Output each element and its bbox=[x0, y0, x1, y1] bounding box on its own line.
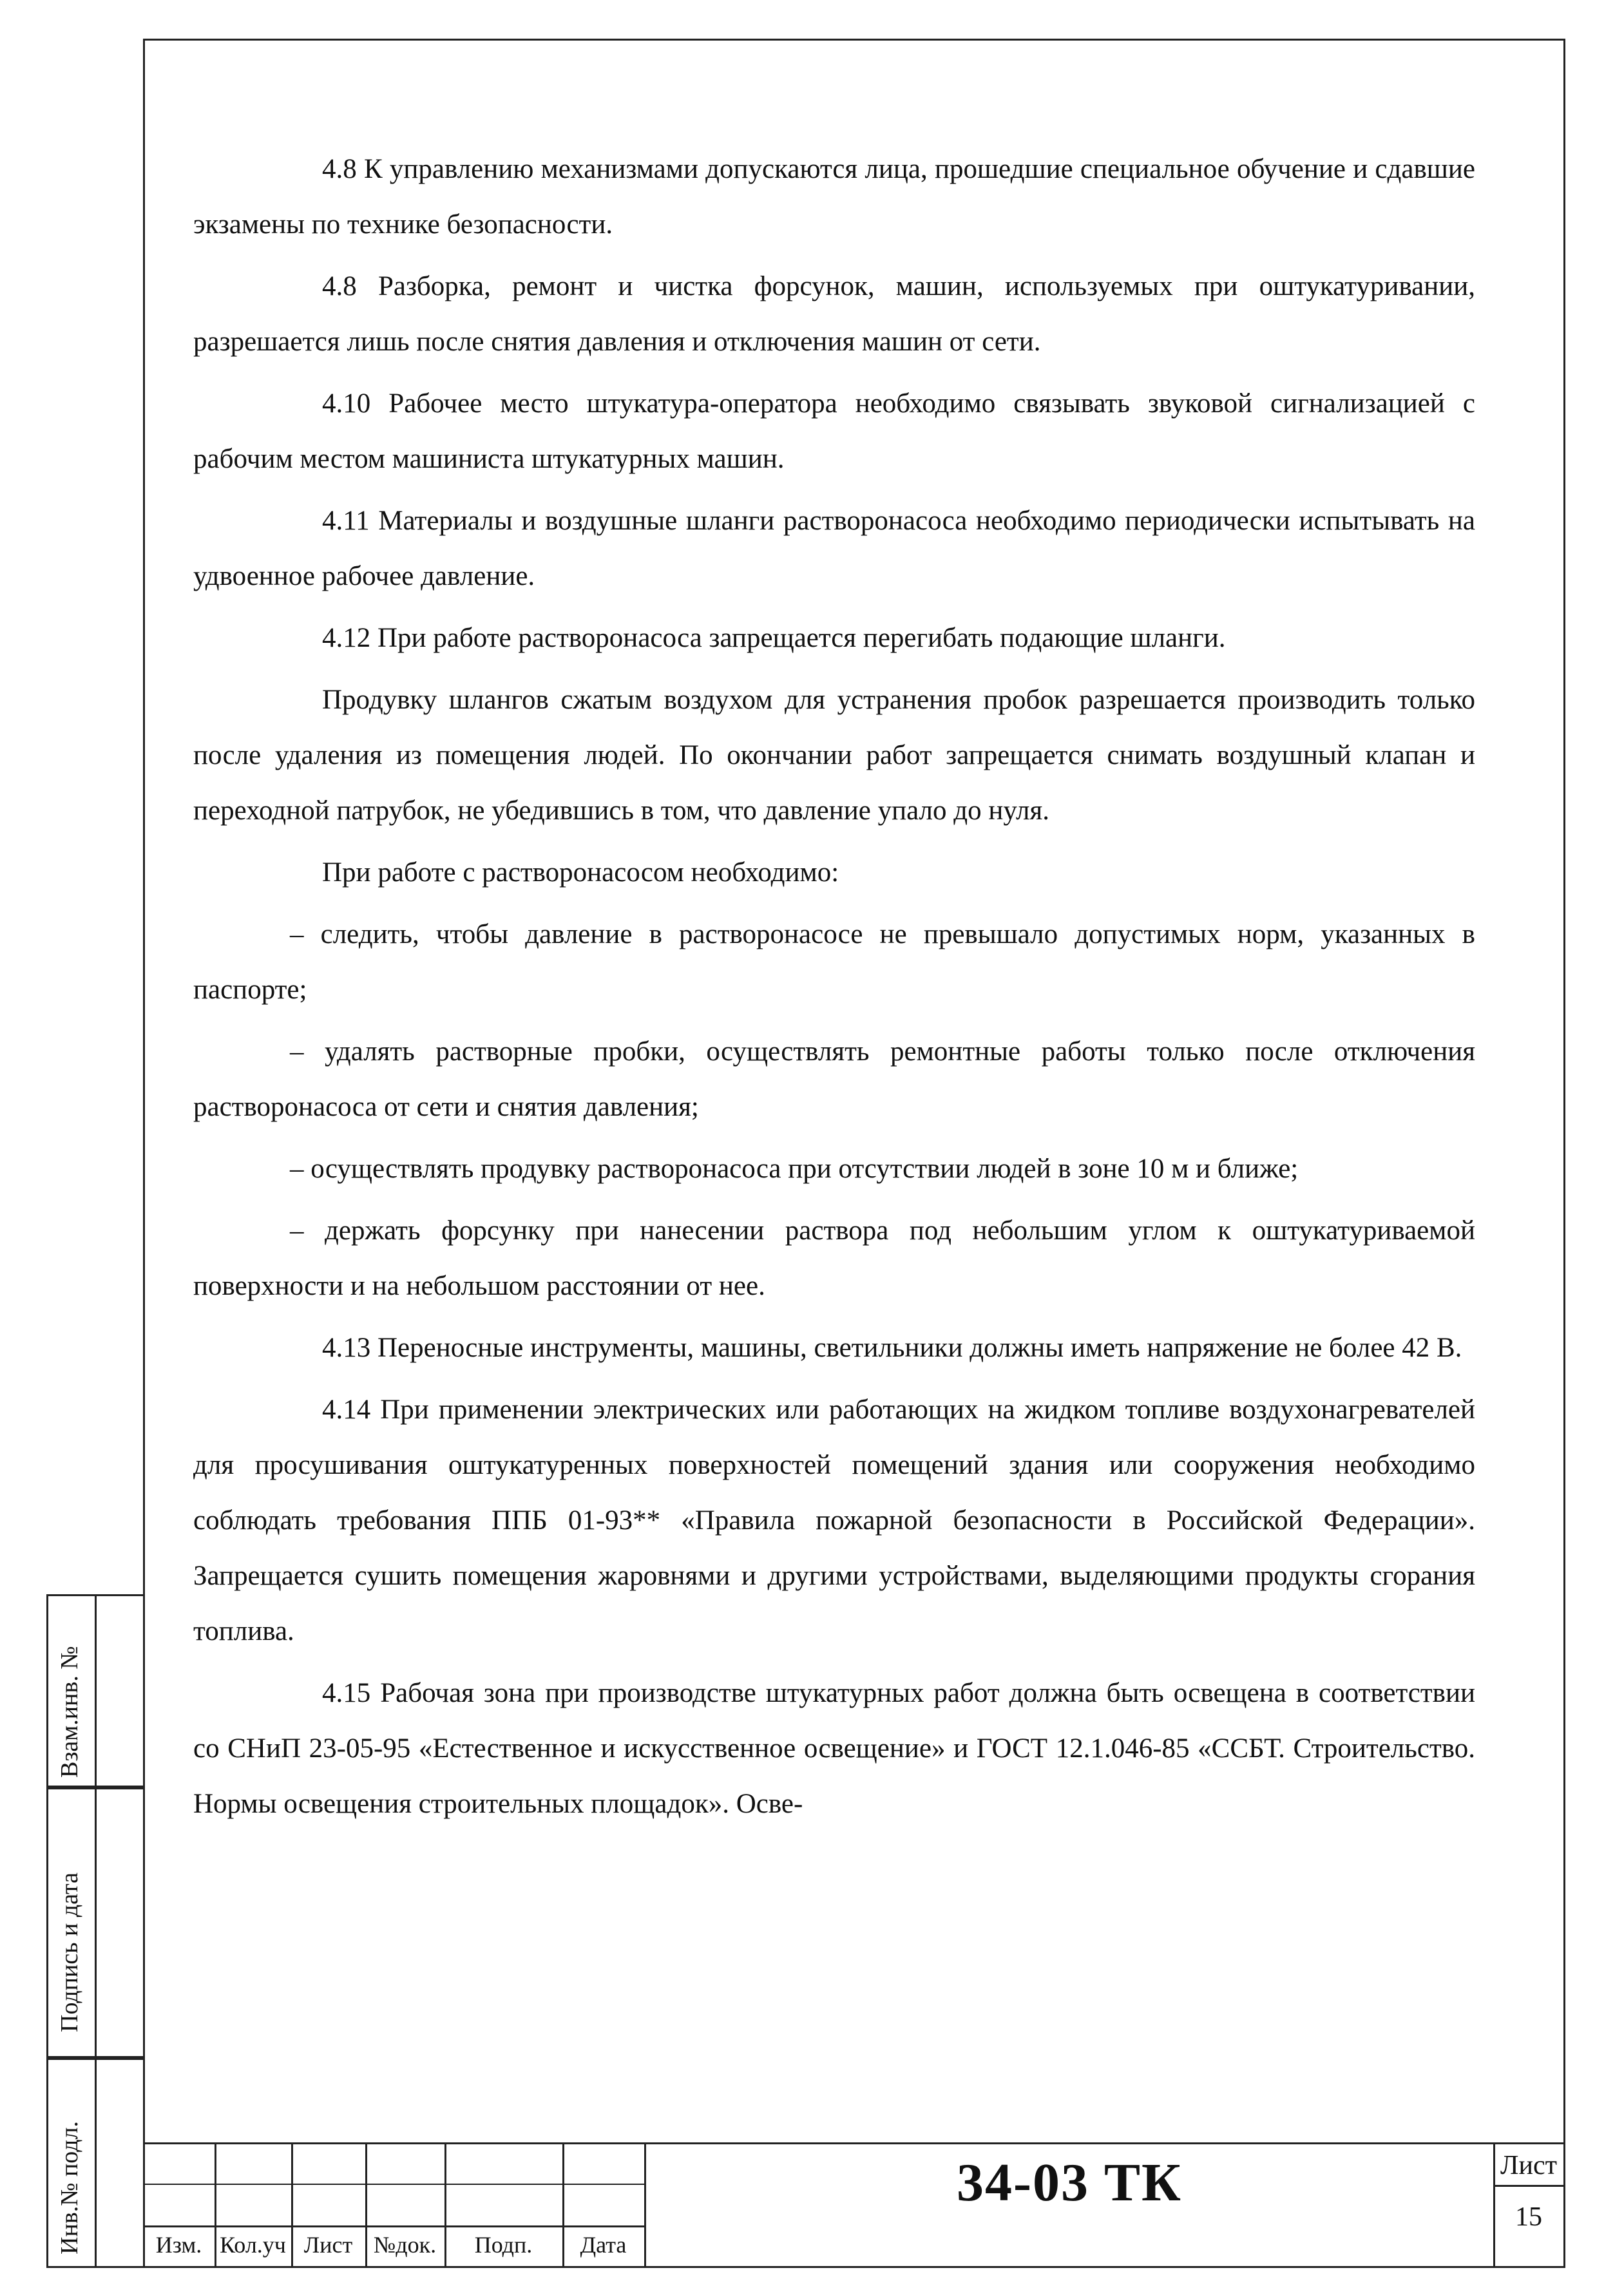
inv-no-label: Инв.№ подл. bbox=[56, 2120, 83, 2254]
paragraph: При работе с растворонасосом необходимо: bbox=[322, 857, 839, 888]
paragraph: 4.14 При применении электрических или работающих на жидком топливе воздухонагревателей для просушивания оштукатуренных поверхностей помещений здания или сооружения необходимо соблюдать требования ППБ 01-93** «Правила пожарной безопасности в Российской Федерации». Запрещается сушить помещения жаровнями и другими устройствами, выделяющими продукты сгорания топлива. bbox=[193, 1395, 1475, 1646]
paragraph: Продувку шлангов сжатым воздухом для устранения пробок разрешается производить только после удаления из помещения людей. По окончании работ запрещается снимать воздушный клапан и переходной патрубок, не убедившись в том, что давление упало до нуля. bbox=[193, 685, 1475, 826]
sheet-label: Лист bbox=[1500, 2151, 1557, 2180]
replace-inv-label: Взам.инв. № bbox=[56, 1646, 83, 1778]
document-body bbox=[193, 142, 1475, 1832]
paragraph: 4.8 К управлению механизмами допускаются лица, прошедшие специальное обучение и сдавшие экзамены по технике безопасности. bbox=[193, 154, 1475, 240]
list-item: – удалять растворные пробки, осуществлять ремонтные работы только после отключения растворонасоса от сети и снятия давления; bbox=[193, 1036, 1475, 1122]
paragraph: 4.12 При работе растворонасоса запрещается перегибать подающие шланги. bbox=[322, 623, 1226, 653]
tb-sheet-line bbox=[1493, 2185, 1565, 2187]
tb-header-podp: Подп. bbox=[474, 2232, 533, 2258]
paragraph: 4.11 Материалы и воздушные шланги растворонасоса необходимо периодически испытывать на удвоенное рабочее давление. bbox=[193, 506, 1475, 591]
list-item: – держать форсунку при нанесении раствора под небольшим углом к оштукатуриваемой поверхности и на небольшом расстоянии от нее. bbox=[193, 1215, 1475, 1301]
signature-date-label: Подпись и дата bbox=[56, 1872, 83, 2032]
sheet-number: 15 bbox=[1515, 2202, 1542, 2232]
paragraph: 4.15 Рабочая зона при производстве штукатурных работ должна быть освещена в соответствии со СНиП 23-05-95 «Естественное и искусственное освещение» и ГОСТ 12.1.046-85 «ССБТ. Строительство. Нормы освещения строительных площадок». Осве- bbox=[193, 1678, 1475, 1819]
document-code: 34-03 ТК bbox=[957, 2153, 1182, 2213]
tb-header-ndok: №док. bbox=[373, 2232, 437, 2258]
tb-header-izm: Изм. bbox=[155, 2232, 202, 2258]
paragraph: 4.13 Переносные инструменты, машины, светильники должны иметь напряжение не более 42 В. bbox=[322, 1333, 1462, 1363]
tb-top-line bbox=[143, 2142, 1565, 2144]
tb-header-kol-uch: Кол.уч bbox=[220, 2232, 286, 2258]
tb-row-line-1 bbox=[143, 2184, 644, 2185]
list-item: – осуществлять продувку растворонасоса при отсутствии людей в зоне 10 м и ближе; bbox=[290, 1154, 1299, 1184]
paragraph: 4.8 Разборка, ремонт и чистка форсунок, машин, используемых при оштукатуривании, разрешается лишь после снятия давления и отключения машин от сети. bbox=[193, 271, 1475, 357]
tb-header-list: Лист bbox=[303, 2232, 353, 2258]
list-item: – следить, чтобы давление в растворонасосе не превышало допустимых норм, указанных в паспорте; bbox=[193, 919, 1475, 1005]
tb-row-line-2 bbox=[143, 2225, 644, 2227]
paragraph: 4.10 Рабочее место штукатура-оператора необходимо связывать звуковой сигнализацией с рабочим местом машиниста штукатурных машин. bbox=[193, 388, 1475, 474]
tb-header-data: Дата bbox=[580, 2232, 627, 2258]
